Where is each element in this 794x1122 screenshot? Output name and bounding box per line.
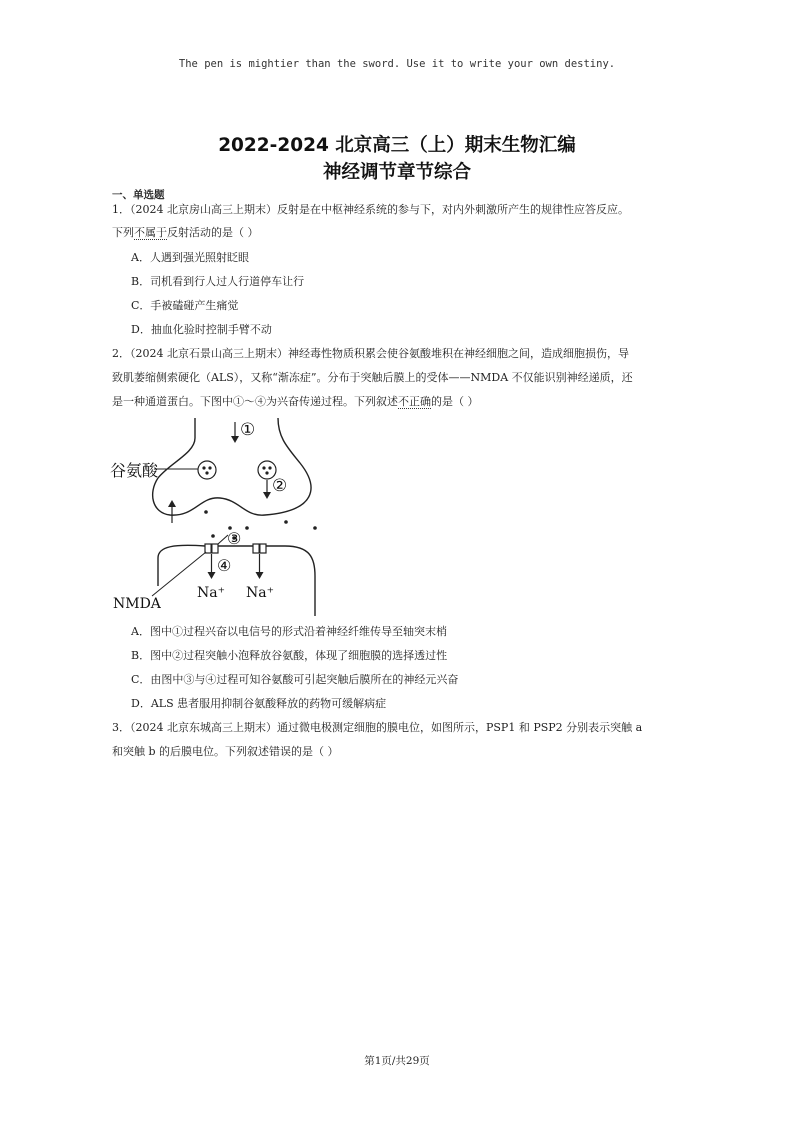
cleft-glutamate — [284, 520, 288, 524]
q1-stem-pre: 下列 — [112, 226, 134, 239]
q2-option-a[interactable]: A．图中①过程兴奋以电信号的形式沿着神经纤维传导至轴突末梢 — [131, 625, 447, 638]
q2-emphasis: 不正确 — [398, 395, 431, 408]
q2-option-c[interactable]: C．由图中③与④过程可知谷氨酸可引起突触后膜所在的神经元兴奋 — [131, 673, 459, 686]
q1-option-a[interactable]: A．人遇到强光照射眨眼 — [131, 251, 249, 264]
q1-option-d[interactable]: D．抽血化验时控制手臂不动 — [131, 323, 272, 336]
q2-stem-post: 的是（ ） — [431, 395, 479, 408]
q3-stem-line-2: 和突触 b 的后膜电位。下列叙述错误的是（ ） — [112, 745, 339, 758]
q3-stem-line-1: 3．（2024 北京东城高三上期末）通过微电极测定细胞的膜电位，如图所示，PSP1 和 PSP2 分别表示突触 a — [112, 721, 643, 734]
presynaptic-membrane — [153, 418, 311, 515]
label-step-1: ① — [240, 420, 256, 440]
q2-stem-line-3 — [112, 394, 687, 409]
glutamate-dot — [208, 466, 211, 469]
q1-stem-post: 反射活动的是（ ） — [167, 226, 259, 239]
synapse-diagram — [110, 418, 330, 618]
cleft-glutamate — [313, 526, 317, 530]
cleft-glutamate — [245, 526, 249, 530]
cleft-glutamate — [204, 510, 208, 514]
q1-option-b[interactable]: B．司机看到行人过人行道停车让行 — [131, 275, 305, 288]
q2-option-b[interactable]: B．图中②过程突触小泡释放谷氨酸，体现了细胞膜的选择透过性 — [131, 649, 448, 662]
synaptic-vesicle — [198, 461, 216, 479]
header-motto: The pen is mightier than the sword. Use it to write your own destiny. — [178, 58, 616, 70]
q2-stem-pre: 是一种通道蛋白。下图中①～④为兴奋传递过程。下列叙述 — [112, 395, 398, 408]
q2-stem-line-2: 致肌萎缩侧索硬化（ALS），又称“渐冻症”。分布于突触后膜上的受体——NMDA 不仅能识别神经递质，还 — [112, 371, 633, 384]
label-step-4: ④ — [217, 556, 232, 575]
glutamate-dot — [268, 466, 271, 469]
q1-stem-line-1: 1．（2024 北京房山高三上期末）反射是在中枢神经系统的参与下，对内外刺激所产生的规律性应答反应。 — [112, 203, 629, 216]
label-na-left: Na⁺ — [197, 585, 225, 601]
na-influx-arrow-head — [256, 572, 264, 579]
label-na-right: Na⁺ — [246, 585, 274, 601]
label-step-2: ② — [272, 476, 288, 496]
q2-option-d[interactable]: D．ALS 患者服用抑制谷氨酸释放的药物可缓解病症 — [131, 697, 387, 710]
reuptake-arrow-head — [168, 500, 176, 507]
arrow-step-2-head — [263, 492, 271, 499]
label-nmda: NMDA — [113, 596, 161, 612]
label-glutamate: 谷氨酸 — [110, 461, 159, 480]
glutamate-dot — [265, 471, 268, 474]
section-heading: 一、单选题 — [112, 189, 165, 201]
q2-stem-line-1: 2．（2024 北京石景山高三上期末）神经毒性物质积累会使谷氨酸堆积在神经细胞之间，造成细胞损伤，导 — [112, 347, 629, 360]
glutamate-dot — [202, 466, 205, 469]
arrow-step-4-head — [208, 572, 216, 579]
cleft-glutamate — [211, 534, 215, 538]
document-subtitle: 神经调节章节综合 — [322, 162, 471, 183]
arrow-step-1-head — [231, 436, 239, 443]
document-title: 2022-2024 北京高三（上）期末生物汇编 — [218, 135, 576, 156]
page-number: 第1页/共29页 — [364, 1055, 430, 1067]
q1-stem-line-2 — [112, 225, 687, 240]
label-step-3: ③ — [227, 529, 242, 548]
glutamate-dot — [205, 471, 208, 474]
q1-emphasis: 不属于 — [134, 226, 167, 239]
q1-option-c[interactable]: C．手被磕碰产生痛觉 — [131, 299, 239, 312]
postsynaptic-membrane — [158, 545, 315, 616]
glutamate-dot — [262, 466, 265, 469]
